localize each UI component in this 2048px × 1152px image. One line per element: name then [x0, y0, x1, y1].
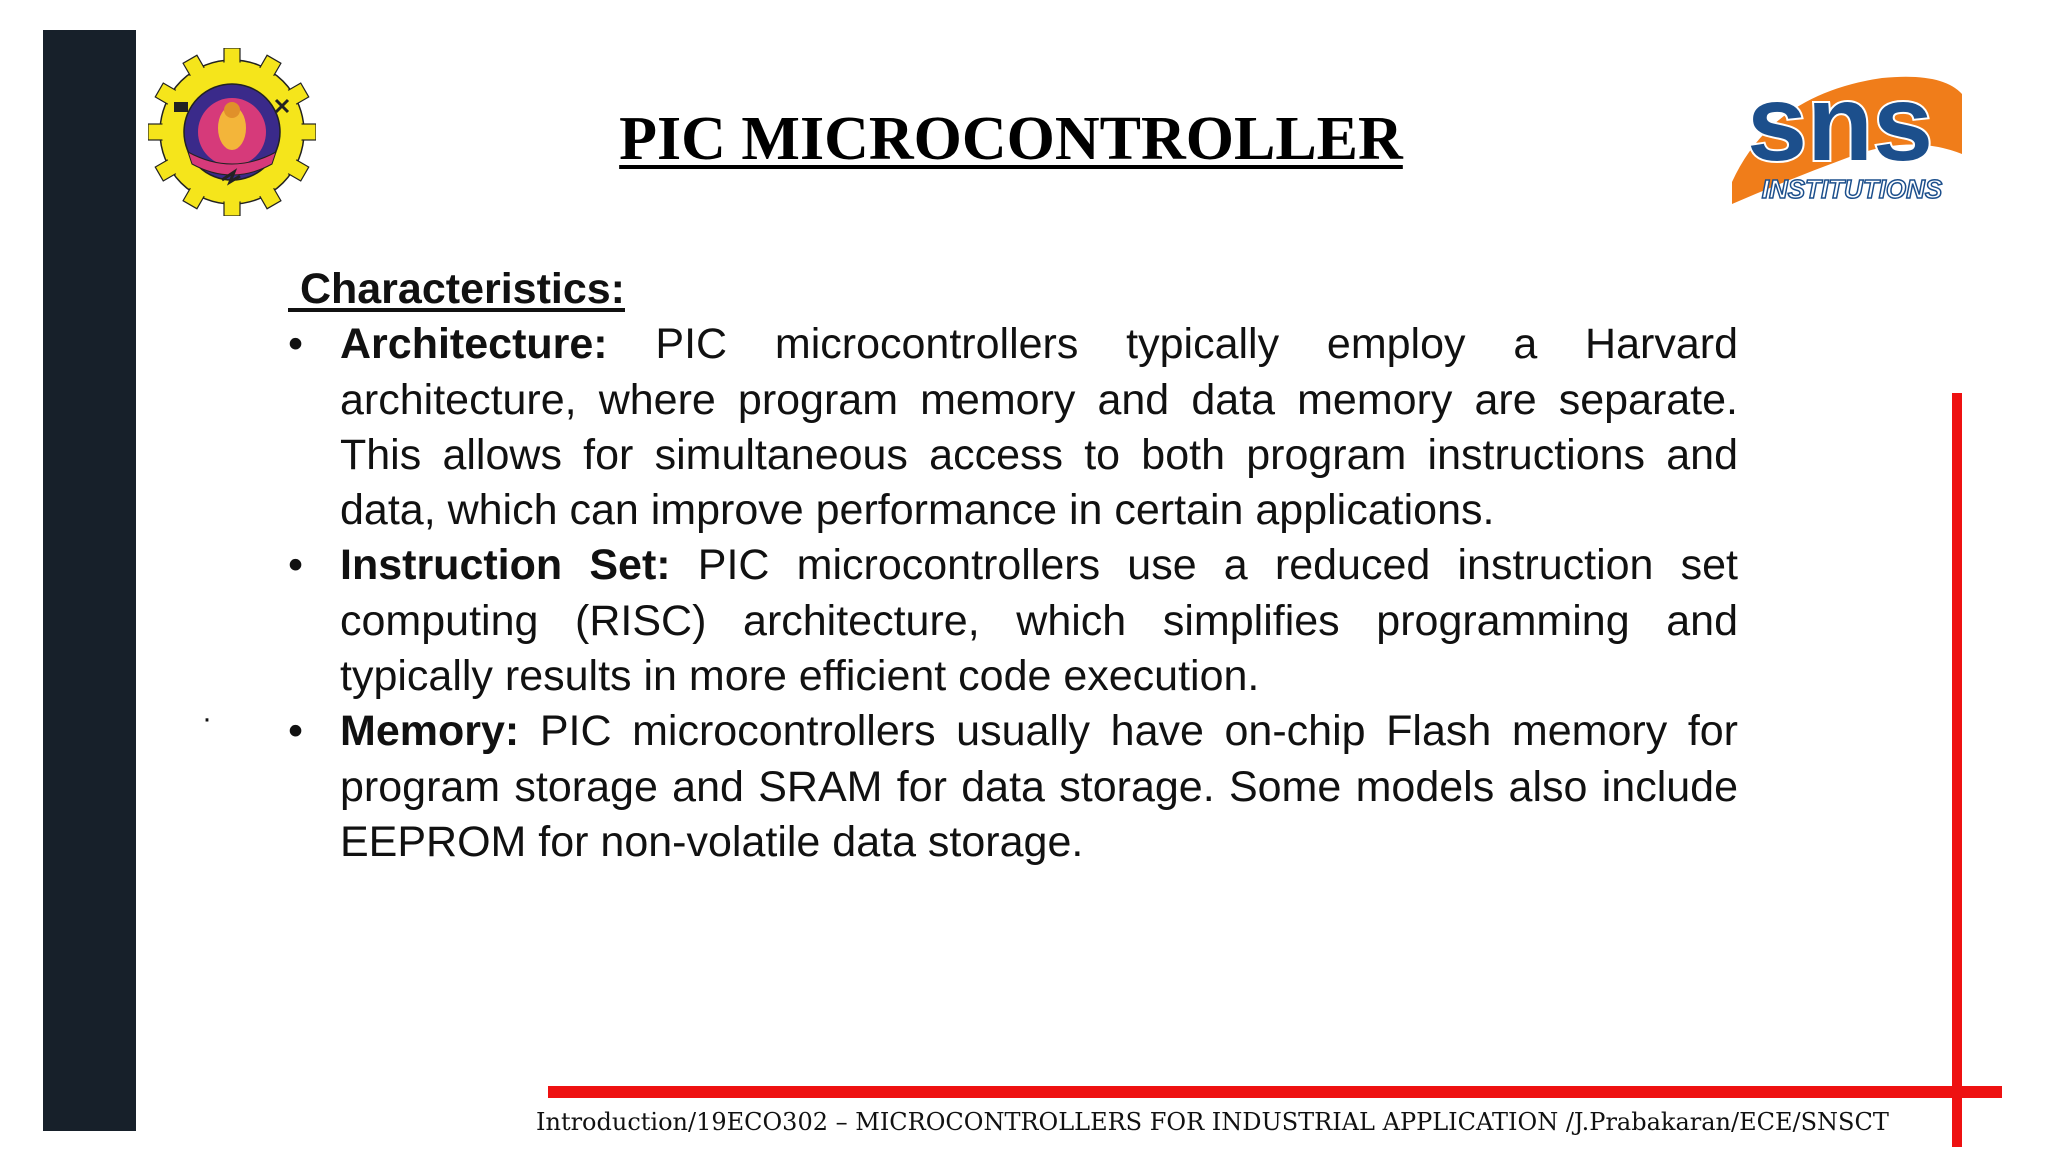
section-heading: Characteristics: — [288, 265, 625, 313]
bullet-term: Instruction Set: — [340, 541, 671, 590]
bullet-item-instruction-set — [288, 538, 1738, 704]
bullet-list — [288, 317, 1738, 870]
bullet-term: Memory: — [340, 707, 520, 756]
stray-dot: · — [202, 702, 212, 735]
bullet-text: PIC microcontrollers typically employ a Harvard architecture, where program memory and data memory are separate. This allows for simultaneous access to both program instructions and data, which can improve performance in certain applications. — [340, 320, 1738, 535]
red-vertical-line — [1952, 393, 1962, 1147]
sns-logo-subtext: INSTITUTIONS — [1761, 174, 1943, 204]
red-horizontal-line — [548, 1086, 2002, 1098]
bullet-text: PIC microcontrollers usually have on-chip Flash memory for program storage and SRAM for data storage. Some models also include EEPROM for non-volatile data storage. — [340, 707, 1738, 866]
bullet-term: Architecture: — [340, 320, 608, 369]
slide-footer: Introduction/19ECO302 – MICROCONTROLLERS FOR INDUSTRIAL APPLICATION /J.Prabakaran/ECE/SNSCT — [536, 1108, 1889, 1136]
bullet-item-memory — [288, 704, 1738, 870]
left-dark-bar — [43, 30, 136, 1131]
sns-logo-text: sns — [1746, 64, 1934, 183]
bullet-text: PIC microcontrollers use a reduced instruction set computing (RISC) architecture, which simplifies programming and typically results in more efficient code execution. — [340, 541, 1739, 701]
slide-content — [288, 262, 1738, 870]
slide-title: PIC MICROCONTROLLER — [619, 105, 1403, 173]
bullet-item-architecture — [288, 317, 1738, 538]
